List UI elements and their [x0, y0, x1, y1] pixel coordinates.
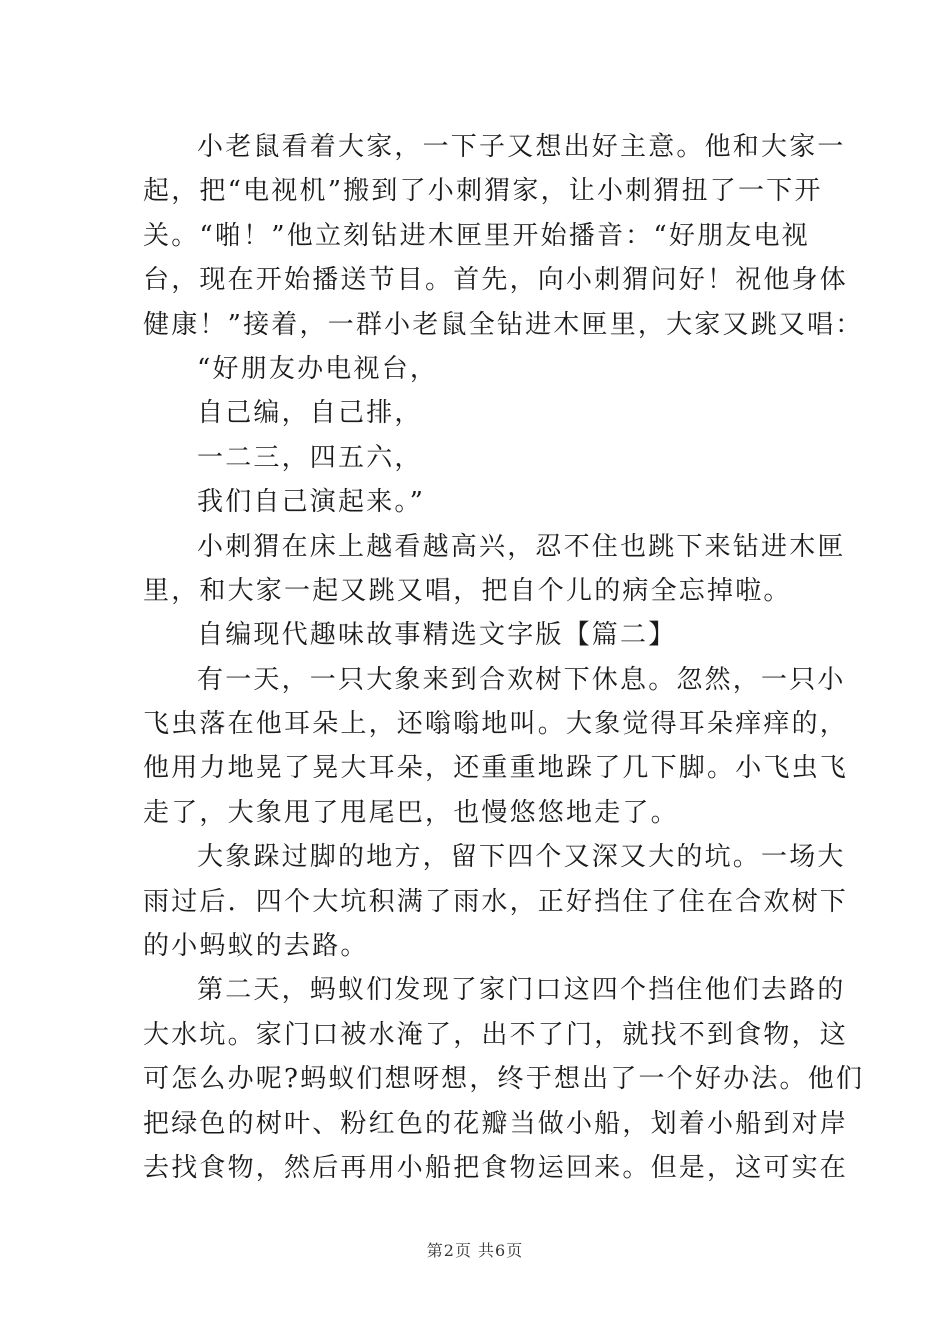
paragraph-line: 小老鼠看着大家，一下子又想出好主意。他和大家一 — [197, 132, 846, 162]
poem-line: “好朋友办电视台， — [197, 353, 439, 384]
paragraph-line: 有一天，一只大象来到合欢树下休息。忽然，一只小 — [197, 664, 846, 695]
body-text — [143, 125, 865, 1190]
paragraph-line: 他用力地晃了晃大耳朵，还重重地跺了几下脚。小飞虫飞 — [143, 753, 849, 784]
paragraph-line: 雨过后．四个大坑积满了雨水，正好挡住了住在合欢树下 — [143, 886, 849, 917]
paragraph-line: 里，和大家一起又跳又唱，把自个儿的病全忘掉啦。 — [143, 575, 792, 606]
paragraph-line: 大水坑。家门口被水淹了，出不了门，就找不到食物，这 — [143, 1019, 849, 1050]
paragraph-line: 小刺猬在床上越看越高兴，忍不住也跳下来钻进木匣 — [197, 531, 846, 562]
section-heading: 自编现代趣味故事精选文字版【篇二】 — [197, 620, 677, 651]
paragraph-line: 去找食物，然后再用小船把食物运回来。但是，这可实在 — [143, 1152, 849, 1183]
page-footer: 第2页 共6页 — [426, 1241, 524, 1260]
paragraph-line: 台，现在开始播送节目。首先，向小刺猬问好！祝他身体 — [143, 265, 849, 296]
paragraph-line: 的小蚂蚁的去路。 — [143, 931, 369, 962]
paragraph-line: 走了，大象甩了甩尾巴，也慢悠悠地走了。 — [143, 797, 679, 828]
paragraph-line: 关。“啪！”他立刻钻进木匣里开始播音：“好朋友电视 — [143, 220, 810, 251]
poem-line: 自己编，自己排， — [197, 398, 423, 429]
paragraph-line: 健康！”接着，一群小老鼠全钻进木匣里，大家又跳又唱： — [143, 309, 864, 340]
paragraph-line: 可怎么办呢?蚂蚁们想呀想，终于想出了一个好办法。他们 — [143, 1064, 865, 1095]
poem-line: 一二三，四五六， — [197, 442, 423, 473]
paragraph-line: 第二天，蚂蚁们发现了家门口这四个挡住他们去路的 — [197, 975, 846, 1006]
paragraph-line: 飞虫落在他耳朵上，还嗡嗡地叫。大象觉得耳朵痒痒的， — [143, 709, 849, 740]
paragraph-line: 大象跺过脚的地方，留下四个又深又大的坑。一场大 — [197, 842, 846, 873]
poem-line: 我们自己演起来。” — [197, 487, 426, 518]
paragraph-line: 把绿色的树叶、粉红色的花瓣当做小船，划着小船到对岸 — [143, 1108, 849, 1139]
paragraph-line: 起，把“电视机”搬到了小刺猬家，让小刺猬扭了一下开 — [143, 176, 823, 207]
